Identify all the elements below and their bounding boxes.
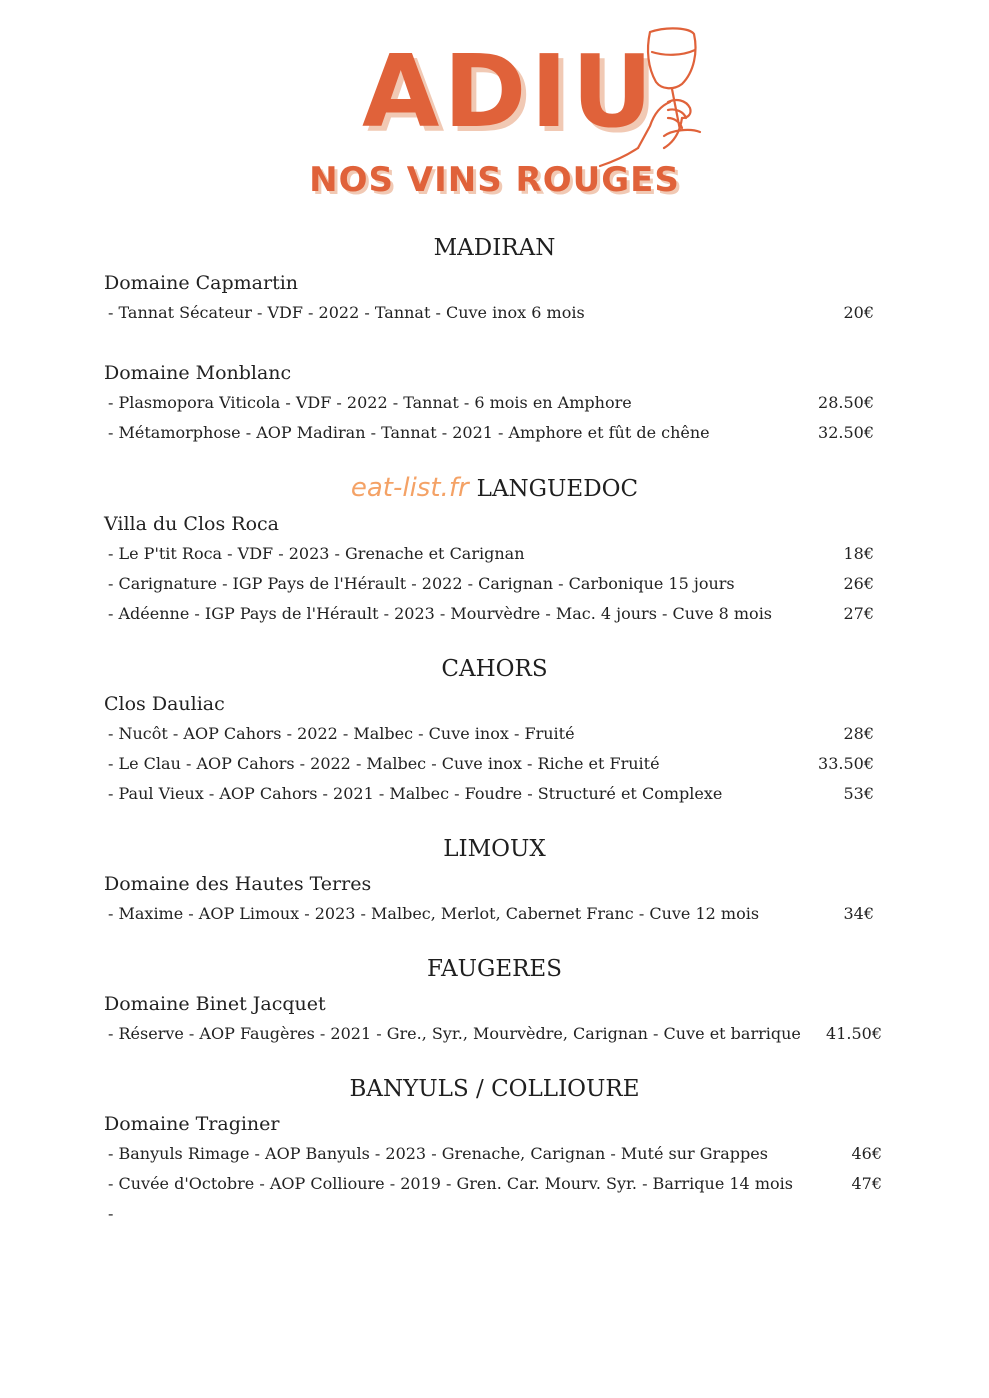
wine-price: 28€ — [843, 724, 874, 743]
wine-price: 20€ — [843, 303, 874, 322]
wine-price: 28.50€ — [818, 393, 874, 412]
wine-item — [108, 418, 888, 448]
wine-description: - Paul Vieux - AOP Cahors - 2021 - Malbec - Foudre - Structuré et Complexe — [108, 784, 723, 803]
producer-name: Domaine Capmartin — [104, 272, 299, 294]
section-title: eat-list.fr LANGUEDOC — [350, 473, 639, 503]
wine-glass-hand-icon — [598, 22, 716, 172]
menu-subtitle: NOS VINS ROUGES — [309, 160, 680, 200]
wine-item — [108, 599, 888, 629]
wine-description: - Métamorphose - AOP Madiran - Tannat - 2021 - Amphore et fût de chêne — [108, 423, 710, 442]
producer-name: Clos Dauliac — [104, 693, 225, 715]
wine-price: 32.50€ — [818, 423, 874, 442]
wine-description: - Tannat Sécateur - VDF - 2022 - Tannat - Cuve inox 6 mois — [108, 303, 585, 322]
producer-name: Domaine Monblanc — [104, 362, 292, 384]
section-languedoc — [0, 468, 989, 629]
wine-price: 41.50€ — [826, 1024, 882, 1043]
section-title: FAUGERES — [427, 956, 562, 982]
wine-item — [108, 749, 888, 779]
wine-item — [108, 719, 888, 749]
wine-price: 53€ — [843, 784, 874, 803]
wine-price: 33.50€ — [818, 754, 874, 773]
menu-header — [0, 0, 989, 220]
wine-item — [108, 539, 888, 569]
wine-item — [108, 1019, 888, 1049]
wine-price: 46€ — [851, 1144, 882, 1163]
brand-logo: ADIU — [362, 33, 657, 150]
trailing-dash: - — [108, 1204, 114, 1223]
wine-item — [108, 1169, 888, 1199]
wine-item — [108, 779, 888, 809]
wine-item — [108, 298, 888, 328]
wine-price: 34€ — [843, 904, 874, 923]
section-cahors — [0, 649, 989, 809]
section-banyuls-collioure — [0, 1069, 989, 1229]
section-faugeres — [0, 949, 989, 1049]
wine-description: - Le P'tit Roca - VDF - 2023 - Grenache et Carignan — [108, 544, 525, 563]
wine-description: - Maxime - AOP Limoux - 2023 - Malbec, Merlot, Cabernet Franc - Cuve 12 mois — [108, 904, 760, 923]
wine-price: 26€ — [843, 574, 874, 593]
wine-description: - Plasmopora Viticola - VDF - 2022 - Tannat - 6 mois en Amphore — [108, 393, 632, 412]
wine-description: - Cuvée d'Octobre - AOP Collioure - 2019 - Gren. Car. Mourv. Syr. - Barrique 14 mois — [108, 1174, 793, 1193]
watermark: eat-list.fr — [350, 473, 469, 503]
section-title: BANYULS / COLLIOURE — [349, 1076, 640, 1102]
section-madiran — [0, 228, 989, 448]
wine-list — [0, 228, 989, 1249]
producer-name: Villa du Clos Roca — [104, 513, 279, 535]
producer-name: Domaine Traginer — [104, 1113, 280, 1135]
wine-item — [108, 899, 888, 929]
producer-name: Domaine des Hautes Terres — [104, 873, 372, 895]
wine-description: - Nucôt - AOP Cahors - 2022 - Malbec - Cuve inox - Fruité — [108, 724, 575, 743]
section-title: LIMOUX — [443, 836, 546, 862]
section-title: CAHORS — [441, 656, 548, 682]
wine-description: - Le Clau - AOP Cahors - 2022 - Malbec - Cuve inox - Riche et Fruité — [108, 754, 660, 773]
wine-price: 18€ — [843, 544, 874, 563]
section-title: MADIRAN — [433, 235, 556, 261]
wine-description: - Adéenne - IGP Pays de l'Hérault - 2023 - Mourvèdre - Mac. 4 jours - Cuve 8 mois — [108, 604, 773, 623]
wine-price: 47€ — [851, 1174, 882, 1193]
wine-item — [108, 569, 888, 599]
wine-item — [108, 388, 888, 418]
wine-description: - Banyuls Rimage - AOP Banyuls - 2023 - Grenache, Carignan - Muté sur Grappes — [108, 1144, 768, 1163]
wine-description: - Réserve - AOP Faugères - 2021 - Gre., Syr., Mourvèdre, Carignan - Cuve et barrique — [108, 1024, 801, 1043]
wine-item — [108, 1139, 888, 1169]
section-limoux — [0, 829, 989, 929]
producer-name: Domaine Binet Jacquet — [104, 993, 326, 1015]
wine-description: - Carignature - IGP Pays de l'Hérault - 2022 - Carignan - Carbonique 15 jours — [108, 574, 735, 593]
wine-price: 27€ — [843, 604, 874, 623]
